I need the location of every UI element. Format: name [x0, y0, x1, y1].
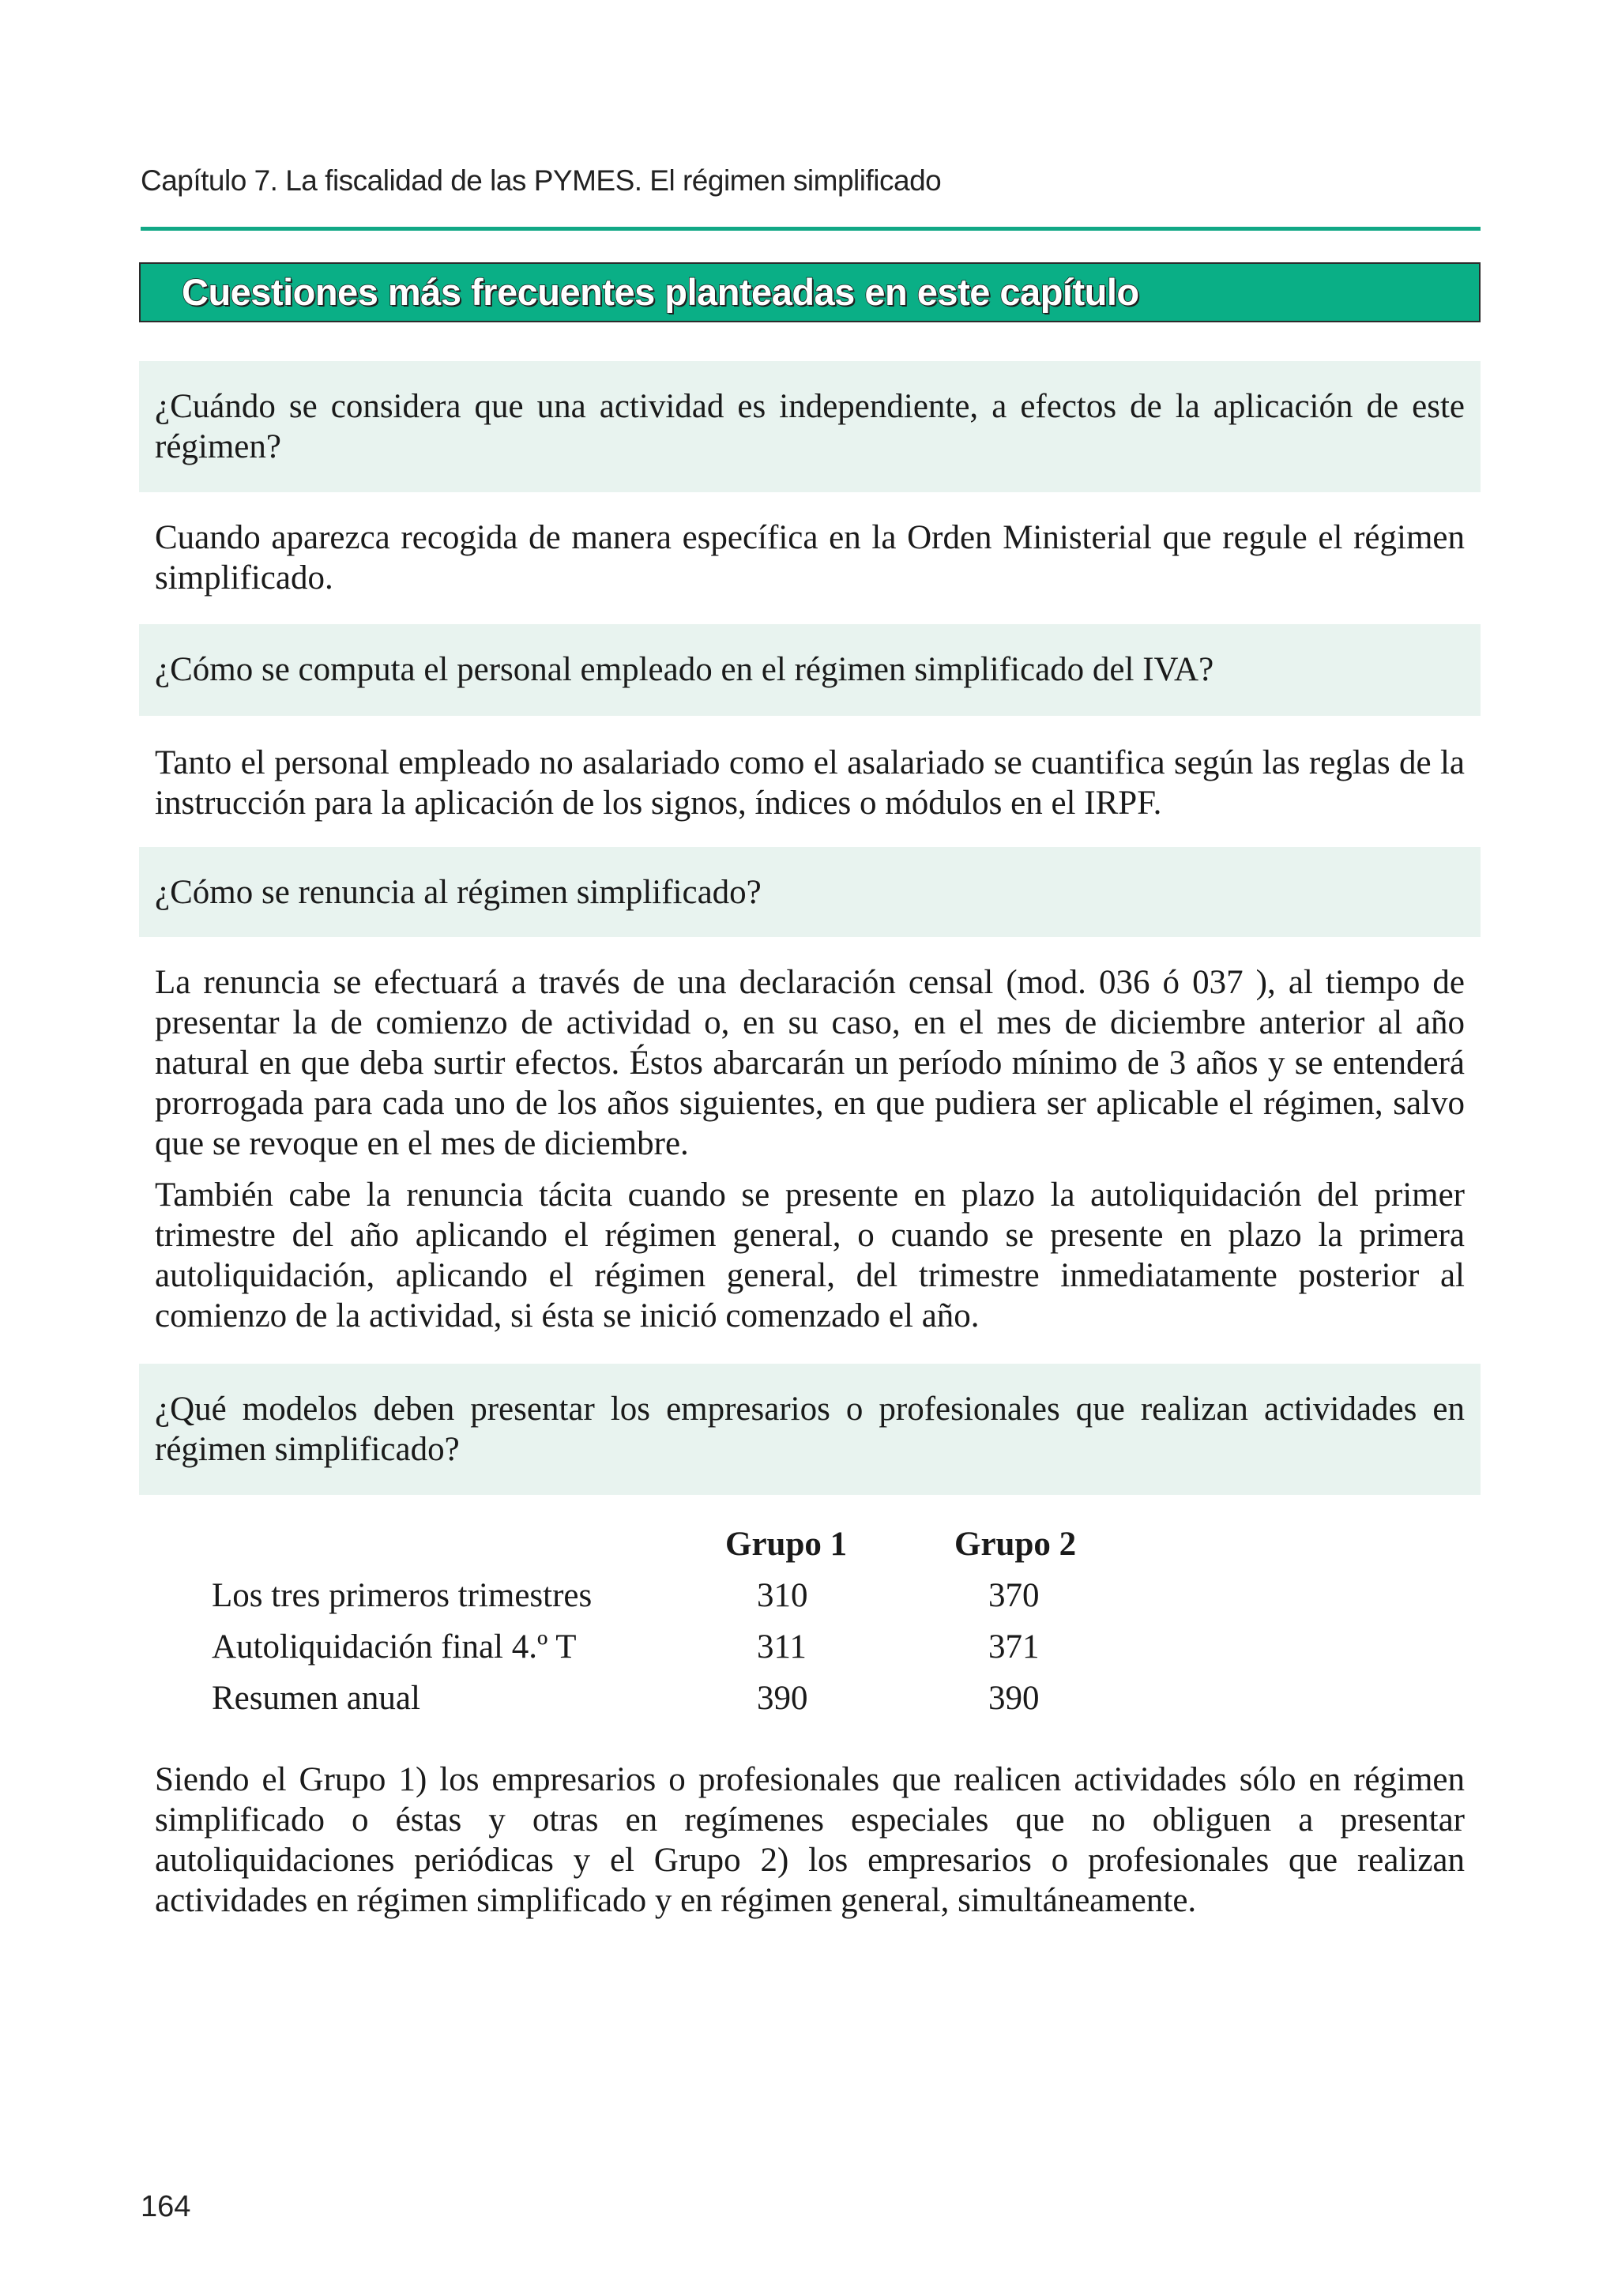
table-row — [212, 1621, 1112, 1673]
table-cell: 390 — [757, 1680, 808, 1717]
faq-answer-paragraph: La renuncia se efectuará a través de una declaración censal (mod. 036 ó 037 ), al tiempo de presentar la de comienzo de actividad o, en su caso, en el mes de diciembre anterior al año natural en que deba surtir efectos. Éstos abarcarán un período mínimo de 3 años y se entenderá prorrogada para cada uno de los años siguientes, en que pudiera ser aplicable el régimen, salvo que se revoque en el mes de diciembre. — [155, 964, 1465, 1162]
table-row — [212, 1570, 1112, 1621]
table-row — [212, 1673, 1112, 1724]
running-head: Capítulo 7. La fiscalidad de las PYMES. El régimen simplificado — [141, 164, 942, 197]
faq-question-4: ¿Qué modelos deben presentar los empresarios o profesionales que realizan actividades en régimen simplificado? — [139, 1364, 1481, 1495]
faq-question-3: ¿Cómo se renuncia al régimen simplificado? — [139, 847, 1481, 937]
table-cell: Resumen anual — [212, 1680, 420, 1717]
page-number: 164 — [141, 2190, 191, 2223]
faq-answer-1 — [139, 518, 1481, 598]
faq-answer-paragraph: También cabe la renuncia tácita cuando se presente en plazo la autoliquidación del primer trimestre del año aplicando el régimen general, o cuando se presente en plazo la primera autoliquidación, aplicando el régimen general, del trimestre inmediatamente posterior al comienzo de la actividad, si ésta se inició comenzado el año. — [155, 1176, 1465, 1334]
section-title: Cuestiones más frecuentes planteadas en este capítulo — [182, 271, 1139, 313]
faq-answer-2 — [139, 743, 1481, 823]
faq-question-1: ¿Cuándo se considera que una actividad es independiente, a efectos de la aplicación de este régimen? — [139, 361, 1481, 492]
table-header-cell: Grupo 2 — [954, 1526, 1077, 1563]
table-cell: Los tres primeros trimestres — [212, 1577, 593, 1614]
faq-answer-paragraph: Tanto el personal empleado no asalariado como el asalariado se cuantifica según las reglas de la instrucción para la aplicación de los signos, índices o módulos en el IRPF. — [155, 744, 1465, 822]
table-cell: 371 — [988, 1628, 1040, 1666]
section-banner — [139, 262, 1481, 322]
faq-answer-4 — [139, 1760, 1481, 1921]
table-header-cell: Grupo 1 — [725, 1526, 848, 1563]
faq-answer-paragraph: Siendo el Grupo 1) los empresarios o profesionales que realicen actividades sólo en régimen simplificado o éstas y otras en regímenes especiales que no obliguen a presentar autoliquidaciones periódicas y el Grupo 2) los empresarios o profesionales que realizan actividades en régimen simplificado y en régimen general, simultáneamente. — [155, 1761, 1465, 1919]
faq-answer-3 — [139, 962, 1481, 1336]
table-header-row — [212, 1519, 1112, 1570]
models-table — [212, 1519, 1112, 1724]
table-cell: Autoliquidación final 4.º T — [212, 1628, 577, 1666]
table-header-cell — [212, 1519, 725, 1570]
header-rule — [141, 227, 1481, 231]
table-cell: 311 — [757, 1628, 807, 1666]
faq-answer-paragraph: Cuando aparezca recogida de manera específica en la Orden Ministerial que regule el régimen simplificado. — [155, 519, 1465, 597]
faq-question-2: ¿Cómo se computa el personal empleado en el régimen simplificado del IVA? — [139, 624, 1481, 716]
table-cell: 370 — [988, 1577, 1040, 1614]
table-cell: 390 — [988, 1680, 1040, 1717]
table-cell: 310 — [757, 1577, 808, 1614]
